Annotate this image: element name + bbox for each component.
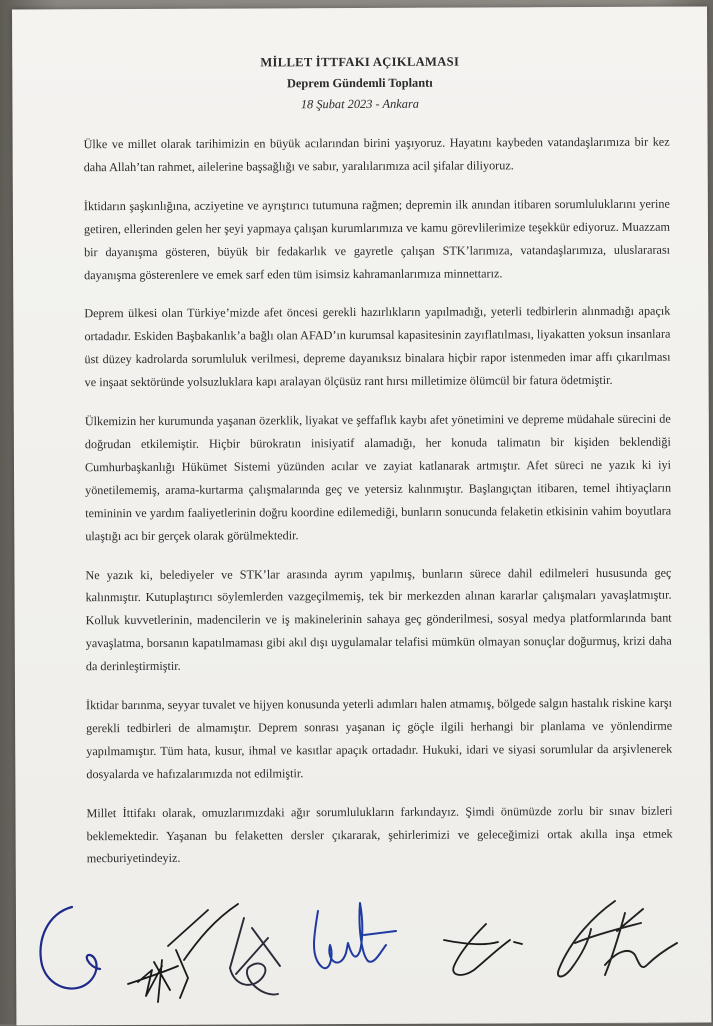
paragraph-7: Millet İttifakı olarak, omuzlarımızdaki ağır sorumlulukların farkındayız. Şimdi önümüzde zorlu bir sınav bizleri beklemektedir. Yaşanan bu felaketten dersler çıkararak, şehirlerimizi ve geleceğimizi ortak akılla inşa etmek mecburiyetindeyiz. xyxy=(86,803,673,866)
paper-sheet xyxy=(12,6,711,1025)
paragraph-5: Ne yazık ki, belediyeler ve STK’lar arasında ayrım yapılmış, bunların sürece dahil edilmeleri hususunda geç kalınmıştır. Kutuplaştırıcı söylemlerden vazgeçilmemiş, tek bir merkezden alınan kararlar çalışmaları yavaşlatmıştır. Kolluk kuvvetlerinin, madencilerin ve iş makinelerinin sahaya geç gönderilmesi, sosyal medya platformlarında bant yavaşlatma, borsanın kapatılmaması gibi akıl dışı uygulamalar telafisi mümkün olmayan sonuçlar doğurmuş, krizi daha da derinleştirmiştir. xyxy=(85,565,672,674)
paragraph-1: Ülke ve millet olarak tarihimizin en büyük acılarından birini yaşıyoruz. Hayatını kaybeden vatandaşlarımıza bir kez daha Allah’tan rahmet, ailelerine başsağlığı ve sabır, yaralılarımıza acil şifalar diliyoruz. xyxy=(83,134,670,175)
paragraph-3: Deprem ülkesi olan Türkiye’mizde afet öncesi gerekli hazırlıkların yapılmadığı, yeterli tedbirlerin alınmadığı apaçık ortadadır. Eskiden Başbakanlık’a bağlı olan AFAD’ın kurumsal kapasitesinin zayıflatılması, liyakatten yoksun insanlara üst düzey kadrolarda sorumluluk verilmesi, depreme dayanıksız binalara hiçbir rapor istenmeden imar affı çıkarılması ve inşaat sektöründe yolsuzluklara kapı aralayan ölçüsüz rant hırsı milletimize ölümcül bir fatura ödetmiştir. xyxy=(84,304,671,390)
signature-1 xyxy=(28,895,123,1005)
document-date-place: 18 Şubat 2023 - Ankara xyxy=(300,96,420,112)
paragraph-6: İktidar barınma, seyyar tuvalet ve hijyen konusunda yeterli adımları halen atmamış, bölgede salgın hastalık riskine karşı gerekli tedbirleri de almamıştır. Deprem sonrası yaşanan iç göçle ilgili herhangi bir planlama ve yönlendirme yapılmamıştır. Tüm hata, kusur, ihmal ve kasıtlar apaçık ortadadır. Hukuki, idari ve siyasi sorumlular da arşivlenerek dosyalarda ve hafızalarımızda not edilmiştir. xyxy=(86,695,673,781)
signature-6 xyxy=(545,895,695,990)
document-body xyxy=(84,131,673,887)
signature-5 xyxy=(440,918,530,988)
signature-4 xyxy=(300,895,400,990)
paragraph-4: Ülkemizin her kurumunda yaşanan özerklik, liyakat ve şeffaflık kaybı afet yönetimini ve depreme müdahale sürecini de doğrudan etkilemiştir. Hiçbir bürokratın inisiyatif alamadığı, her konuda talimatın bir kişiden beklendiği Cumhurbaşkanlığı Hükümet Sistemi yüzünden acılar ve zayiat katlanarak artmıştır. Afet süreci ne yazık ki iyi yönetilememiş, arama-kurtarma çalışmalarında geç ve yetersiz kalınmıştır. Başlangıçtan itibaren, temel ihtiyaçların temininin ve yardım faaliyetlerinin doğru koordine edilemediği, bunların sonucunda felaketin etkisinin vahim boyutlara ulaştığı acı bir gerçek olarak görülmektedir. xyxy=(84,411,672,543)
signature-3 xyxy=(222,908,292,1008)
document-subtitle: Deprem Gündemli Toplantı xyxy=(286,75,433,91)
document-header xyxy=(12,52,707,114)
signature-1-stroke xyxy=(40,907,100,989)
signature-6-stroke xyxy=(558,901,677,977)
paragraph-2: İktidarın şaşkınlığına, acziyetine ve ayrıştırıcı tutumuna rağmen; depremin ilk anından itibaren sorumluluklarını yerine getiren, ellerinden gelen her şeyi yapmaya çalışan kurumlarımıza ve kamu görevlilerimize teşekkür ediyoruz. Muazzam bir dayanışma gösteren, büyük bir fedakarlık ve gayretle çalışan STK’larımıza, vatandaşlarımıza, uluslararası dayanışma gösterenlere ve emek sarf eden tüm isimsiz kahramanlarımıza minnettarız. xyxy=(83,196,671,282)
document-title: MİLLET İTTFAKI AÇIKLAMASI xyxy=(260,54,460,70)
signature-5-stroke xyxy=(444,924,522,975)
signature-3-stroke xyxy=(230,918,280,995)
signature-4-stroke xyxy=(314,903,396,968)
